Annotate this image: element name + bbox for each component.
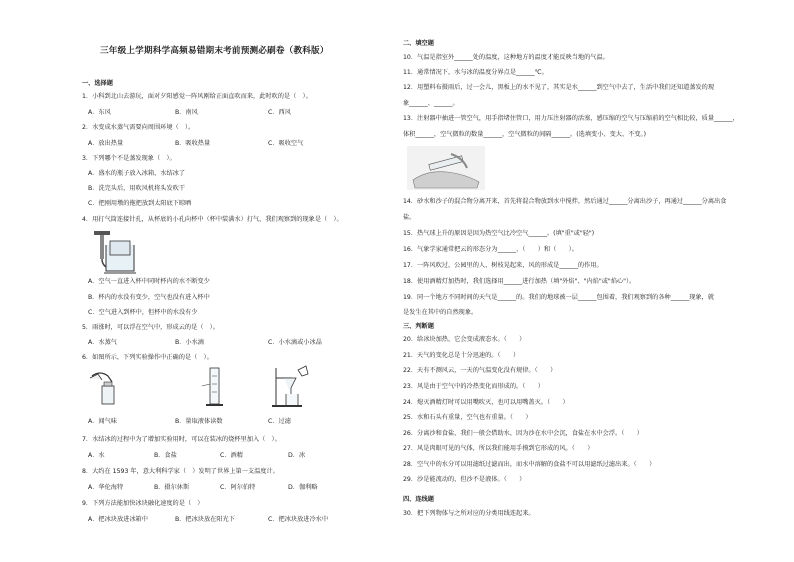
- document-title: 三年级上学期科学高频易错期末考前预测必刷卷（教科版）: [100, 46, 329, 56]
- question-26: 26．分离沙和食盐，我们一般会借助水，因为沙在水中会沉，食盐在水中会浮。（ ）: [403, 430, 643, 437]
- question-6: 6．如图所示，下列实验操作中正确的是（ ）。: [82, 354, 213, 361]
- option: B．南风: [175, 109, 198, 116]
- option: D．冰: [288, 452, 306, 459]
- question-21: 21．天气的变化总是十分迅速的。（ ）: [403, 352, 520, 359]
- option: A．华伦海特: [88, 484, 124, 491]
- option: B．洗完头后，用吹风机将头发吹干: [88, 185, 186, 192]
- option: A．空气一直进入杯中同时杯内的水不断变少: [88, 278, 210, 285]
- question-17: 17．一阵风吹过，公园里的人、树枝晃起来，风的形成是______的作用。: [403, 262, 603, 269]
- smell-gas-illustration: [88, 366, 124, 406]
- option: B．小水滴: [175, 339, 204, 346]
- question-23: 23．风是由于空气中的冷热变化而形成的。（ ）: [403, 383, 544, 390]
- option: B．把冰块放在阳光下: [175, 516, 235, 523]
- question-20: 20．给冰块加热，它会变成液态水。（ ）: [403, 336, 526, 343]
- question-19-cont: 是发生在其中的自然现象。: [403, 309, 478, 316]
- question-7: 7．水结冰的过程中为了增加实验用时，可以在装冰的烧杯里加入（ ）。: [82, 436, 281, 443]
- question-10: 10．气温是指室外______处的温度，这种地方的温度才能反映当地的气温。: [403, 54, 609, 61]
- filtration-setup-illustration: [272, 364, 312, 408]
- measuring-cylinder-illustration: [200, 366, 230, 408]
- option: B．食盐: [154, 452, 177, 459]
- question-8: 8．大约在 1593 年，意大利科学家（ ）发明了世界上第一支温度计。: [82, 468, 279, 475]
- question-14-cont: 盐。: [403, 214, 416, 221]
- question-13-cont: 体积______，空气微粒的数量______，空气微粒的间隔______。(选填变小、变大、不变。): [403, 131, 647, 138]
- option: C．酒精: [220, 452, 243, 459]
- option: C．阿尔伯特: [220, 484, 256, 491]
- question-16: 16．气象学家通常把云的形态分为______、（ ）和（ ）。: [403, 246, 578, 253]
- option: D．伽利略: [288, 484, 318, 491]
- option: C．小水滴或小冰晶: [268, 339, 322, 346]
- option: C．吸收空气: [268, 140, 304, 147]
- question-9: 9．下列方法能加快冰块融化速度的是（ ）: [82, 500, 204, 507]
- option: A．水: [88, 452, 105, 459]
- question-25: 25．水和石头有重量，空气也有重量。（ ）: [403, 414, 532, 421]
- option: A．闻气味: [88, 418, 117, 425]
- air-pump-beaker-illustration: [84, 229, 140, 275]
- question-5: 5．雨涨时，可以浮在空气中，形成云的是（ ）。: [82, 324, 219, 331]
- option: C．把刚用墩的拖把放到太阳底下晾晒: [88, 200, 192, 207]
- option: A．水蒸气: [88, 339, 117, 346]
- option: A．东风: [88, 109, 111, 116]
- question-15: 15．热气球上升的原因是因为热空气比冷空气______。(填"重"或"轻"): [403, 230, 595, 237]
- section-heading-fill-blank: 二、填空题: [403, 40, 434, 47]
- question-18: 18．使用酒精灯加热时，我们选择用______进行加热（填"外焰"、"内焰"或"焰心"）。: [403, 278, 636, 285]
- option: A．放出热量: [88, 140, 124, 147]
- option: C．过滤: [268, 418, 291, 425]
- question-3: 3．下列哪个不是蒸发现象（ ）。: [82, 155, 176, 162]
- question-24: 24．熄灭酒精灯时可以用嘴吹灭，也可以用嘴盖灭。（ ）: [403, 399, 569, 406]
- question-30: 30．把下列物体与之所对应的分类用线连起来。: [403, 510, 535, 517]
- question-22: 22．天有不测风云，一天的气温变化没有规律。（ ）: [403, 367, 557, 374]
- question-2: 2．水变成水蒸气需要向周围环境（ ）。: [82, 124, 195, 131]
- question-27: 27．风是肉眼可见的气体，所以我们能用手摸到它形成的风。（ ）: [403, 445, 594, 452]
- question-14: 14．砂水和沙子的混合物分离开来，首先将混合物放到水中搅拌，然后通过______分离出沙子，再通过______分离出食: [403, 198, 727, 205]
- option: B．量取液体读数: [175, 418, 223, 425]
- question-28: 28．空气中的水分可以用滤纸过滤而出，而水中溶解的食盐不可以用滤纸过滤出来。（ ）: [403, 461, 656, 468]
- question-12-cont: 象______、______。: [403, 100, 459, 107]
- question-19: 19．同一个地方不同时间的天气是______的。我们的地球被一层______包围着，我们观察到的各种______现象，就: [403, 294, 715, 301]
- syringe-hand-illustration: [407, 146, 485, 190]
- option: A．盛水的瓶子放入冰箱，水结冰了: [88, 170, 186, 177]
- question-13: 13．注射器中抽进一管空气，用手指堵住管口，用力压注射器的活塞，感压缩的空气与压缩前的空气相比较，质量______，: [403, 115, 739, 122]
- question-11: 11．通常情况下，水与冰的温度分界点是______℃。: [403, 69, 548, 76]
- question-12: 12．用塑料布摄雨后，过一会儿，黑板上的水不见了，其实是水______到空气中去了，生活中我们还知道蒸发的现: [403, 84, 715, 91]
- section-heading-choice: 一、选择题: [82, 80, 113, 87]
- option: C．西风: [268, 109, 291, 116]
- question-1: 1．小科到北山去游玩，面对夕阳感觉一阵风刚给正面直吹而来，此时吹的是（ ）。: [82, 93, 312, 100]
- option: C．把冰块放进冷水中: [268, 516, 329, 523]
- question-4: 4．用打气筒连接针孔，从杯底的小孔向杯中（杯中装满水）打气，我们观察到的现象是（ ）。: [82, 216, 343, 223]
- question-29: 29．沙是能流动的，但沙不是液体。（ ）: [403, 476, 526, 483]
- section-heading-true-false: 三、判断题: [403, 323, 434, 330]
- option: B．吸收热量: [175, 140, 211, 147]
- option: A．把冰块放进冰箱中: [88, 516, 148, 523]
- option: B．摄尔休斯: [154, 484, 190, 491]
- option: C．空气进入到杯中，但杯中的水没有少: [88, 309, 198, 316]
- option: B．杯内的水没有变少，空气也没有进入杯中: [88, 294, 210, 301]
- section-heading-matching: 四、连线题: [403, 496, 434, 503]
